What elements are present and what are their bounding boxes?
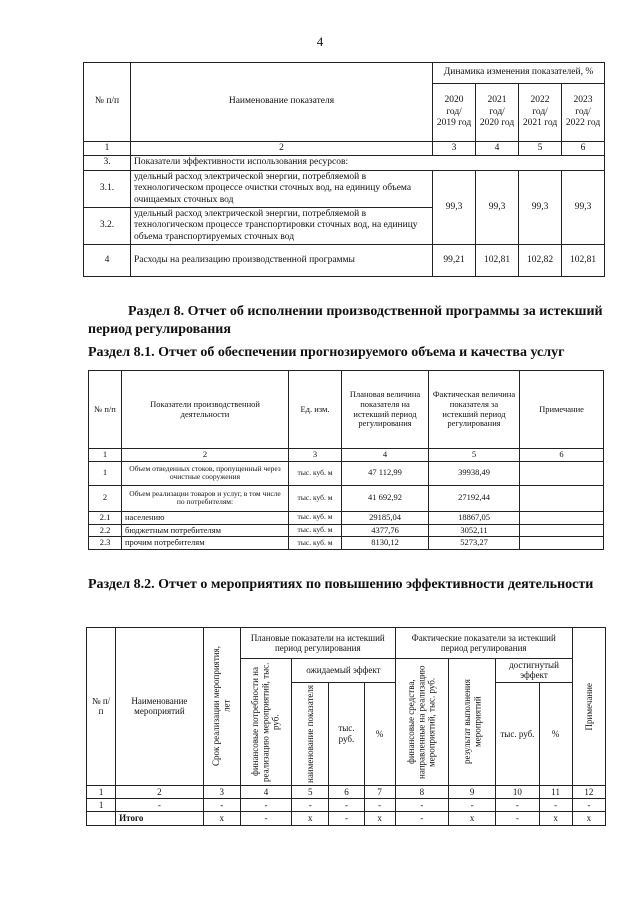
index-cell: 10: [496, 785, 539, 798]
col-header: тыс. руб.: [496, 682, 539, 785]
dynamics-header: Динамика изменения показателей, %: [433, 63, 605, 84]
col-name-header: Наименование показателя: [131, 63, 433, 142]
index-cell: 2: [116, 785, 204, 798]
cell: -: [329, 812, 364, 825]
cell: x: [572, 812, 605, 825]
value-cell: 99,3: [433, 170, 476, 244]
row-num: 2: [89, 485, 122, 511]
year-header: 2021 год/ 2020 год: [476, 84, 519, 142]
col-header: Показатели производственной деятельности: [122, 371, 289, 449]
plan-group-header: Плановые показатели на истекший период регулирования: [240, 628, 395, 659]
index-cell: 2: [122, 449, 289, 462]
index-cell: 5: [519, 142, 562, 156]
fact-fin-header-text: финансовые средства, направленные на реализацию мероприятий, тыс. руб.: [406, 665, 438, 779]
cell: -: [539, 799, 572, 812]
col-header: Наименование мероприятий: [116, 628, 204, 786]
row-name: населению: [122, 511, 289, 524]
cell: -: [572, 799, 605, 812]
row-name: бюджетным потребителям: [122, 524, 289, 537]
cell: [87, 812, 116, 825]
col-header: [240, 659, 291, 786]
index-cell: 1: [87, 785, 116, 798]
col-header: тыс. руб.: [329, 682, 364, 785]
col-header: Плановая величина показателя на истекший период регулирования: [342, 371, 429, 449]
col-header: № п/п: [89, 371, 122, 449]
row-unit: тыс. куб. м: [289, 461, 342, 485]
cell: -: [395, 799, 448, 812]
row-fact: 18867,05: [429, 511, 520, 524]
cell: x: [364, 812, 395, 825]
row-unit: тыс. куб. м: [289, 537, 342, 550]
cell: -: [240, 812, 291, 825]
index-cell: 1: [89, 449, 122, 462]
year-header: 2022 год/ 2021 год: [519, 84, 562, 142]
value-cell: 99,3: [562, 170, 605, 244]
row-name: Объем отведенных стоков, пропущенный через очистные сооружения: [122, 461, 289, 485]
col-header: [292, 682, 329, 785]
index-cell: 3: [433, 142, 476, 156]
index-cell: 6: [329, 785, 364, 798]
index-cell: 1: [84, 142, 131, 156]
row-num: 3.: [84, 156, 131, 170]
value-cell: 102,81: [562, 245, 605, 277]
fact-group-header: Фактические показатели за истекший период регулирования: [395, 628, 572, 659]
dynamics-table: [83, 62, 605, 277]
row-num: 3.2.: [84, 207, 131, 244]
row-num: 2.2: [89, 524, 122, 537]
row-unit: тыс. куб. м: [289, 511, 342, 524]
index-cell: 4: [240, 785, 291, 798]
cell: -: [496, 799, 539, 812]
result-header-text: результат выполнения мероприятий: [461, 679, 483, 765]
row-fact: 39938,49: [429, 461, 520, 485]
row-plan: 41 692,92: [342, 485, 429, 511]
term-header-text: Срок реализации мероприятия, лет: [211, 646, 232, 767]
index-cell: 5: [292, 785, 329, 798]
row-unit: тыс. куб. м: [289, 524, 342, 537]
row-fact: 3052,11: [429, 524, 520, 537]
index-cell: 4: [476, 142, 519, 156]
cell: -: [449, 799, 496, 812]
table-row: [89, 511, 604, 524]
year-header: 2020 год/ 2019 год: [433, 84, 476, 142]
cell: -: [240, 799, 291, 812]
row-plan: 4377,76: [342, 524, 429, 537]
services-table: [88, 370, 604, 550]
table-row: [89, 537, 604, 550]
col-header: Примечание: [520, 371, 604, 449]
row-note: [520, 461, 604, 485]
row-num: 2.1: [89, 511, 122, 524]
section-8-heading: Раздел 8. Отчет об исполнении производственной программы за истекший период регулирования: [88, 304, 603, 337]
row-fact: 5273,27: [429, 537, 520, 550]
cell: x: [203, 812, 240, 825]
row-plan: 47 112,99: [342, 461, 429, 485]
row-note: [520, 485, 604, 511]
section-82-heading: Раздел 8.2. Отчет о мероприятиях по повышению эффективности деятельности: [88, 577, 594, 592]
index-row: [87, 785, 606, 798]
row-plan: 29185,04: [342, 511, 429, 524]
indicator-name: удельный расход электрической энергии, потребляемой в технологическом процессе очистки сточных вод, на единицу объема очищаемых сточных вод: [131, 170, 433, 207]
cell: x: [449, 812, 496, 825]
indicator-header-text: наименование показателя: [305, 684, 316, 783]
total-label: Итого: [116, 812, 204, 825]
col-header: [395, 659, 448, 786]
index-cell: 3: [203, 785, 240, 798]
cell: 1: [87, 799, 116, 812]
row-fact: 27192,44: [429, 485, 520, 511]
index-cell: 4: [342, 449, 429, 462]
achieved-effect-header: достигнутый эффект: [496, 659, 572, 683]
col-header: [203, 628, 240, 786]
cell: -: [395, 812, 448, 825]
value-cell: 99,3: [519, 170, 562, 244]
cell: -: [116, 799, 204, 812]
col-header: № п/п: [87, 628, 116, 786]
row-note: [520, 524, 604, 537]
index-cell: 5: [429, 449, 520, 462]
row-num: 4: [84, 245, 131, 277]
col-header: [572, 628, 605, 786]
section-81-heading: Раздел 8.1. Отчет об обеспечении прогнозируемого объема и качества услуг: [88, 345, 565, 360]
expected-effect-header: ожидаемый эффект: [292, 659, 396, 683]
total-row: [87, 812, 606, 825]
year-header: 2023 год/ 2022 год: [562, 84, 605, 142]
index-cell: 11: [539, 785, 572, 798]
cell: -: [329, 799, 364, 812]
col-header: Фактическая величина показателя за истекший период регулирования: [429, 371, 520, 449]
plan-fin-header-text: финансовые потребности на реализацию мероприятий, тыс. руб.: [250, 662, 282, 782]
row-note: [520, 537, 604, 550]
col-num-header: № п/п: [84, 63, 131, 142]
index-cell: 9: [449, 785, 496, 798]
page-number: 4: [316, 34, 324, 49]
indicator-name: удельный расход электрической энергии, потребляемой в технологическом процессе транспортировки сточных вод, на единицу объема транспортируемых сточных вод: [131, 207, 433, 244]
index-cell: 6: [520, 449, 604, 462]
row-note: [520, 511, 604, 524]
cell: -: [496, 812, 539, 825]
row-num: 1: [89, 461, 122, 485]
cell: x: [292, 812, 329, 825]
cell: x: [539, 812, 572, 825]
col-header: %: [364, 682, 395, 785]
index-cell: 3: [289, 449, 342, 462]
index-cell: 8: [395, 785, 448, 798]
row-num: 2.3: [89, 537, 122, 550]
index-cell: 2: [131, 142, 433, 156]
table-row: [87, 799, 606, 812]
row-plan: 8130,12: [342, 537, 429, 550]
cell: -: [292, 799, 329, 812]
index-cell: 7: [364, 785, 395, 798]
row-name: Объем реализации товаров и услуг, в том числе по потребителям:: [122, 485, 289, 511]
value-cell: 99,3: [476, 170, 519, 244]
col-header: %: [539, 682, 572, 785]
value-cell: 99,21: [433, 245, 476, 277]
row-name: прочим потребителям: [122, 537, 289, 550]
row-unit: тыс. куб. м: [289, 485, 342, 511]
cell: -: [203, 799, 240, 812]
col-header: Ед. изм.: [289, 371, 342, 449]
index-cell: 6: [562, 142, 605, 156]
value-cell: 102,81: [476, 245, 519, 277]
table-row: [89, 485, 604, 511]
cell: -: [364, 799, 395, 812]
table-row: [89, 524, 604, 537]
row-num: 3.1.: [84, 170, 131, 207]
table-row: [89, 461, 604, 485]
value-cell: 102,82: [519, 245, 562, 277]
note-header-text: Примечание: [583, 682, 594, 731]
measures-table: [86, 627, 606, 826]
index-cell: 12: [572, 785, 605, 798]
col-header: [449, 659, 496, 786]
indicator-name: Расходы на реализацию производственной программы: [131, 245, 433, 277]
section-title: Показатели эффективности использования ресурсов:: [131, 156, 605, 170]
